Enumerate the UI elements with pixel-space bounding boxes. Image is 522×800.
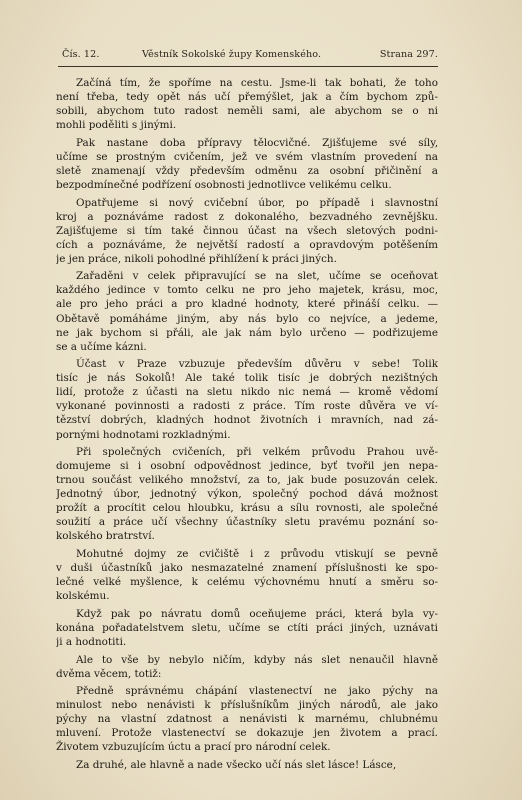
text-line: konána pořadatelstvem sletu, učíme se ctíti práci jiných, uznávati (56, 621, 438, 634)
text-line: ne jak bychom si přáli, ale jak nám bylo určeno — podřizujeme (56, 326, 438, 339)
text-line: se a učíme kázni. (56, 340, 147, 353)
text-line: Účast v Praze vzbuzuje především důvěru v sebe! Tolik (76, 358, 438, 371)
paragraph (56, 136, 438, 192)
text-line: pýchy na vlastní zdatnost a nenávisti k marnému, chlubnému (56, 713, 438, 726)
text-line: lidí, protože z účasti na sletu nikdo nic nemá — kromě vědomí (56, 386, 438, 399)
paragraph (56, 196, 438, 266)
text-line: soužití a práce učí všechny účastníky sletu pravému poznání so- (56, 516, 438, 529)
text-line: Pak nastane doba přípravy tělocvičné. Zjišťujeme své síly, (76, 136, 438, 149)
paragraph (56, 445, 438, 543)
text-line: není třeba, tedy opět nás učí přemýšlet, jak a čím bychom způ- (56, 91, 438, 104)
text-line: je jen práce, nikoli pohodlné přihlížení k práci jiných. (56, 252, 337, 265)
text-line: vykonané povinnosti a radosti z práce. Tím roste důvěra ve ví- (56, 400, 438, 413)
text-line: Ale to vše by nebylo ničím, kdyby nás slet nenaučil hlavně (76, 653, 438, 666)
paragraph (56, 269, 438, 353)
text-line: učíme se prostným cvičením, jež ve svém vlastním provedení na (56, 150, 438, 163)
article-body (56, 76, 438, 776)
text-line: cích a poznáváme, že největší radostí a opravdovým potěšením (56, 238, 438, 251)
journal-title: Věstník Sokolské župy Komenského. (142, 49, 322, 60)
text-line: mluvení. Protože vlastenectví se dokazuje jen životem a prací. (56, 727, 438, 740)
text-line: v duši účastníků jako nesmazatelné znamení příslušnosti ke spo- (56, 562, 438, 575)
text-line: ji a hodnotiti. (56, 635, 127, 648)
paragraph (56, 607, 438, 649)
text-line: pornými hodnotami rozkladnými. (56, 428, 231, 441)
text-line: mohli poděliti s jinými. (56, 119, 177, 132)
paragraph (56, 653, 438, 681)
text-line: bezpodmínečné podřízení osobnosti jednotlivce velikému celku. (56, 178, 392, 191)
paragraph (56, 357, 438, 441)
paragraph (56, 684, 438, 754)
text-line: sletě znamenají vždy především odměnu za osobní přičinění a (56, 164, 438, 177)
text-line: domujeme si i osobní odpovědnost jedince, byť tvořil jen nepa- (56, 460, 438, 473)
text-line: lečné velké myšlence, k celému výchovnému hnutí a směru so- (56, 576, 438, 589)
text-line: Obětavě pomáháme jiným, aby nás bylo co nejvíce, a jedeme, (56, 312, 438, 325)
issue-number: Čís. 12. (62, 49, 100, 60)
text-line: Životem vzbuzujícím úctu a prací pro národní celek. (56, 741, 331, 754)
text-line: kolskému. (56, 590, 110, 603)
text-line: tisíc je nás Sokolů! Ale také tolik tisíc je dobrých nezištných (56, 372, 438, 385)
text-line: kroj a poznáváme radost z dokonalého, bezvadného zevnějšku. (56, 210, 438, 223)
text-line: kolského bratrství. (56, 530, 155, 543)
page-number: Strana 297. (379, 49, 438, 60)
text-line: Mohutné dojmy ze cvičiště i z průvodu vtiskují se pevně (76, 548, 438, 561)
text-line: Začíná tím, že spoříme na cestu. Jsme-li tak bohati, že toho (76, 77, 438, 89)
text-line: tězství dobrých, kladných hodnot životních i mravních, nad zá- (56, 414, 438, 427)
text-line: Při společných cvičeních, při velkém průvodu Prahou uvě- (76, 446, 438, 459)
header-rule (58, 66, 438, 67)
text-line: prožít a procítit celou hloubku, krásu a sílu rovnosti, ale společné (56, 502, 438, 515)
text-line: Za druhé, ale hlavně a nade všecko učí nás slet lásce! Lásce, (76, 759, 397, 772)
paragraph (56, 76, 438, 132)
paragraph (56, 758, 438, 772)
text-line: Zajišťujeme si tím také činnou účast na všech sletových podni- (56, 224, 438, 237)
paragraph (56, 547, 438, 603)
text-line: Předně správnému chápání vlastenectví ne jako pýchy na (76, 685, 438, 698)
text-line: Když pak po návratu domů oceňujeme práci, která byla vy- (76, 607, 438, 620)
text-line: minulost nebo nenávisti k příslušníkům jiných národů, ale jako (56, 699, 438, 712)
text-line: dvěma věcem, totiž: (56, 667, 162, 680)
text-line: trnou součást velikého množství, za to, jak bude posuzován celek. (56, 474, 438, 487)
text-line: sobili, abychom tuto radost neměli sami, ale abychom se o ni (56, 105, 438, 118)
text-line: Jednotný úbor, jednotný výkon, společný pochod dává možnost (56, 488, 438, 501)
text-line: ale pro jeho práci a pro kladné hodnoty, které přináší celku. — (56, 298, 438, 311)
text-line: Zařaděni v celek připravující se na slet, učíme se oceňovat (76, 270, 438, 283)
text-line: každého jedince v tomto celku ne pro jeho majetek, krásu, moc, (56, 284, 438, 297)
text-line: Opatřujeme si nový cvičební úbor, po případě i slavnostní (76, 196, 438, 209)
